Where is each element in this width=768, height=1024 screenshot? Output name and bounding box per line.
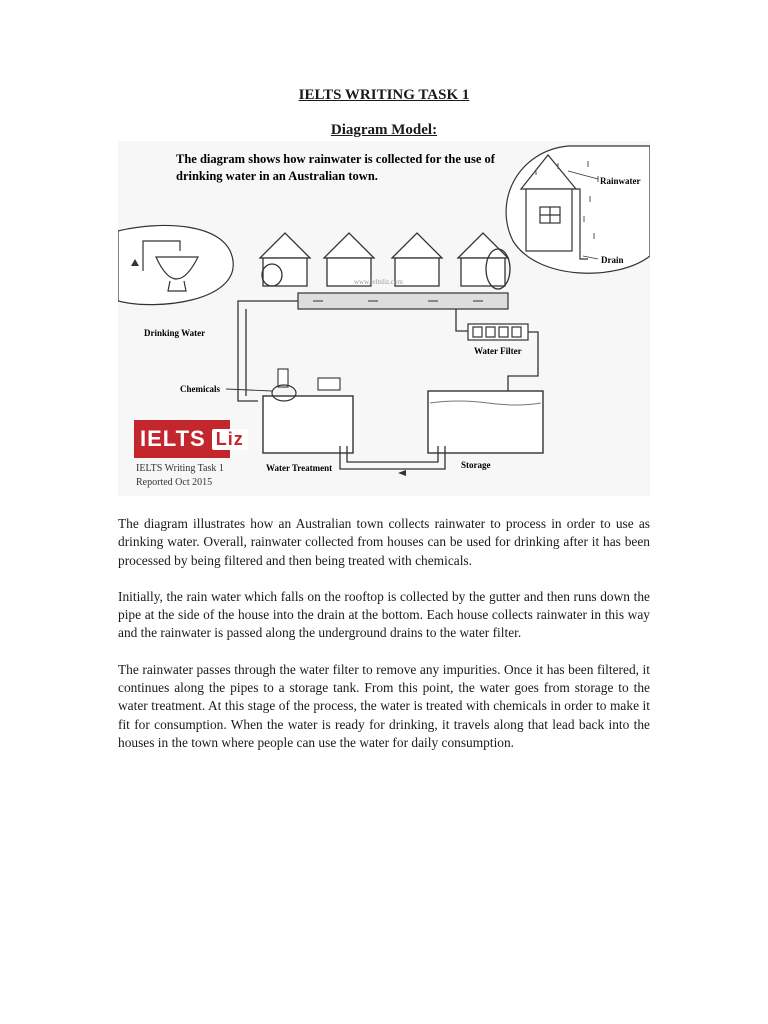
label-chemicals: Chemicals [180, 384, 220, 394]
label-rainwater: Rainwater [600, 176, 641, 186]
page-subtitle: Diagram Model: [330, 122, 438, 138]
label-water-filter: Water Filter [474, 346, 522, 356]
essay-paragraph-3: The rainwater passes through the water filter to remove any impurities. Once it has been filtered, it continues along the pipes to a storage tank. From this point, the water goes from storage to the water treatment. At this stage of the process, the water is treated with chemicals in order to make it fit for consumption. When the water is ready for drinking, it travels along that lead back into the houses in the town where people can use the water for daily consumption. [118, 661, 650, 750]
label-storage: Storage [461, 460, 491, 470]
label-drain: Drain [601, 255, 624, 265]
caption-line1: IELTS Writing Task 1 [136, 463, 224, 474]
logo-accent-text: Liz [212, 429, 248, 450]
label-drinking-water: Drinking Water [144, 328, 206, 338]
diagram-intro-line2: drinking water in an Australian town. [176, 169, 378, 183]
diagram-intro-line1: The diagram shows how rainwater is collected for the use of [176, 152, 495, 166]
essay-paragraph-2: Initially, the rain water which falls on the rooftop is collected by the gutter and then runs down the pipe at the side of the house into the drain at the bottom. Each house collects rainwater in this way and the rainwater is passed along the underground drains to the water filter. [118, 588, 650, 641]
ielts-liz-logo [134, 420, 244, 458]
water-filter-icon [468, 324, 528, 340]
logo-main-text: IELTS [140, 426, 206, 451]
watermark: www.ieltsliz.com [354, 278, 403, 286]
page-title: IELTS WRITING TASK 1 [298, 87, 470, 103]
logo-caption [136, 462, 224, 490]
caption-line2: Reported Oct 2015 [136, 477, 213, 488]
storage-tank [428, 391, 543, 453]
model-essay [118, 515, 650, 770]
essay-paragraph-1: The diagram illustrates how an Australian town collects rainwater to process in order to use as drinking water. Overall, rainwater collected from houses can be used for drinking after it has been processed by being filtered and then being treated with chemicals. [118, 516, 650, 568]
label-water-treatment: Water Treatment [266, 463, 333, 473]
rainwater-process-diagram [118, 141, 650, 496]
treatment-tank [263, 396, 353, 453]
